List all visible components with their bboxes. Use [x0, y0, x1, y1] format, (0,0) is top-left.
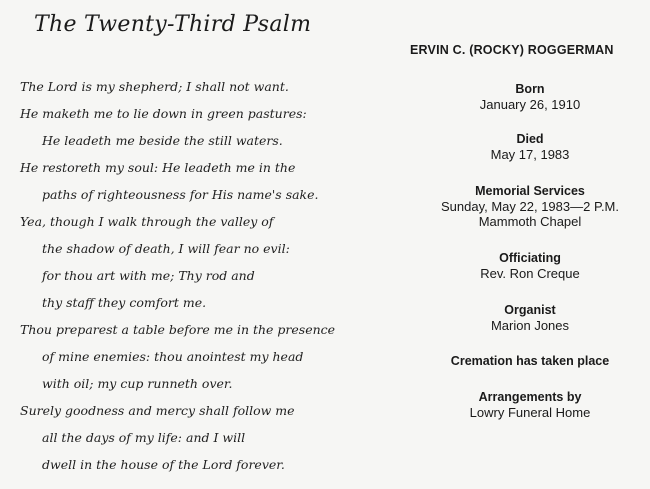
cremation-note: Cremation has taken place	[450, 354, 610, 368]
died-section	[405, 132, 650, 162]
services-date: Sunday, May 22, 1983—2 P.M.	[440, 199, 619, 214]
psalm-line: The Lord is my shepherd; I shall not want.	[20, 79, 289, 94]
officiating-label: Officiating	[499, 251, 561, 265]
psalm-line: the shadow of death, I will fear no evil:	[42, 241, 290, 256]
psalm-line: Thou preparest a table before me in the presence	[20, 322, 336, 337]
psalm-line: He maketh me to lie down in green pastures:	[20, 106, 307, 121]
services-place: Mammoth Chapel	[478, 214, 582, 229]
arrangements-section	[405, 390, 650, 420]
psalm-line: Yea, though I walk through the valley of	[20, 214, 274, 229]
psalm-line: He leadeth me beside the still waters.	[42, 133, 283, 148]
born-section	[405, 82, 650, 112]
arrangements-label: Arrangements by	[478, 390, 582, 404]
psalm-line: all the days of my life: and I will	[42, 430, 246, 445]
psalm-line: for thou art with me; Thy rod and	[42, 268, 255, 283]
born-date: January 26, 1910	[479, 97, 581, 112]
officiating-section	[405, 251, 650, 281]
services-label: Memorial Services	[475, 184, 585, 198]
services-section	[405, 184, 650, 229]
deceased-name: ERVIN C. (ROCKY) ROGGERMAN	[410, 43, 614, 57]
psalm-line: of mine enemies: thou anointest my head	[42, 349, 304, 364]
organist-name: Marion Jones	[490, 318, 570, 333]
organist-section	[405, 303, 650, 333]
died-label: Died	[516, 132, 544, 146]
psalm-line: with oil; my cup runneth over.	[42, 376, 233, 391]
funeral-home: Lowry Funeral Home	[469, 405, 591, 420]
officiating-name: Rev. Ron Creque	[480, 266, 580, 281]
psalm-line: paths of righteousness for His name's sake.	[42, 187, 319, 202]
born-label: Born	[515, 82, 545, 96]
died-date: May 17, 1983	[490, 147, 570, 162]
psalm-line: Surely goodness and mercy shall follow me	[20, 403, 295, 418]
cremation-section	[405, 354, 650, 369]
psalm-line: He restoreth my soul: He leadeth me in the	[20, 160, 296, 175]
psalm-line: dwell in the house of the Lord forever.	[42, 457, 285, 472]
psalm-title: The Twenty-Third Psalm	[34, 12, 312, 37]
organist-label: Organist	[504, 303, 556, 317]
psalm-line: thy staff they comfort me.	[42, 295, 207, 310]
